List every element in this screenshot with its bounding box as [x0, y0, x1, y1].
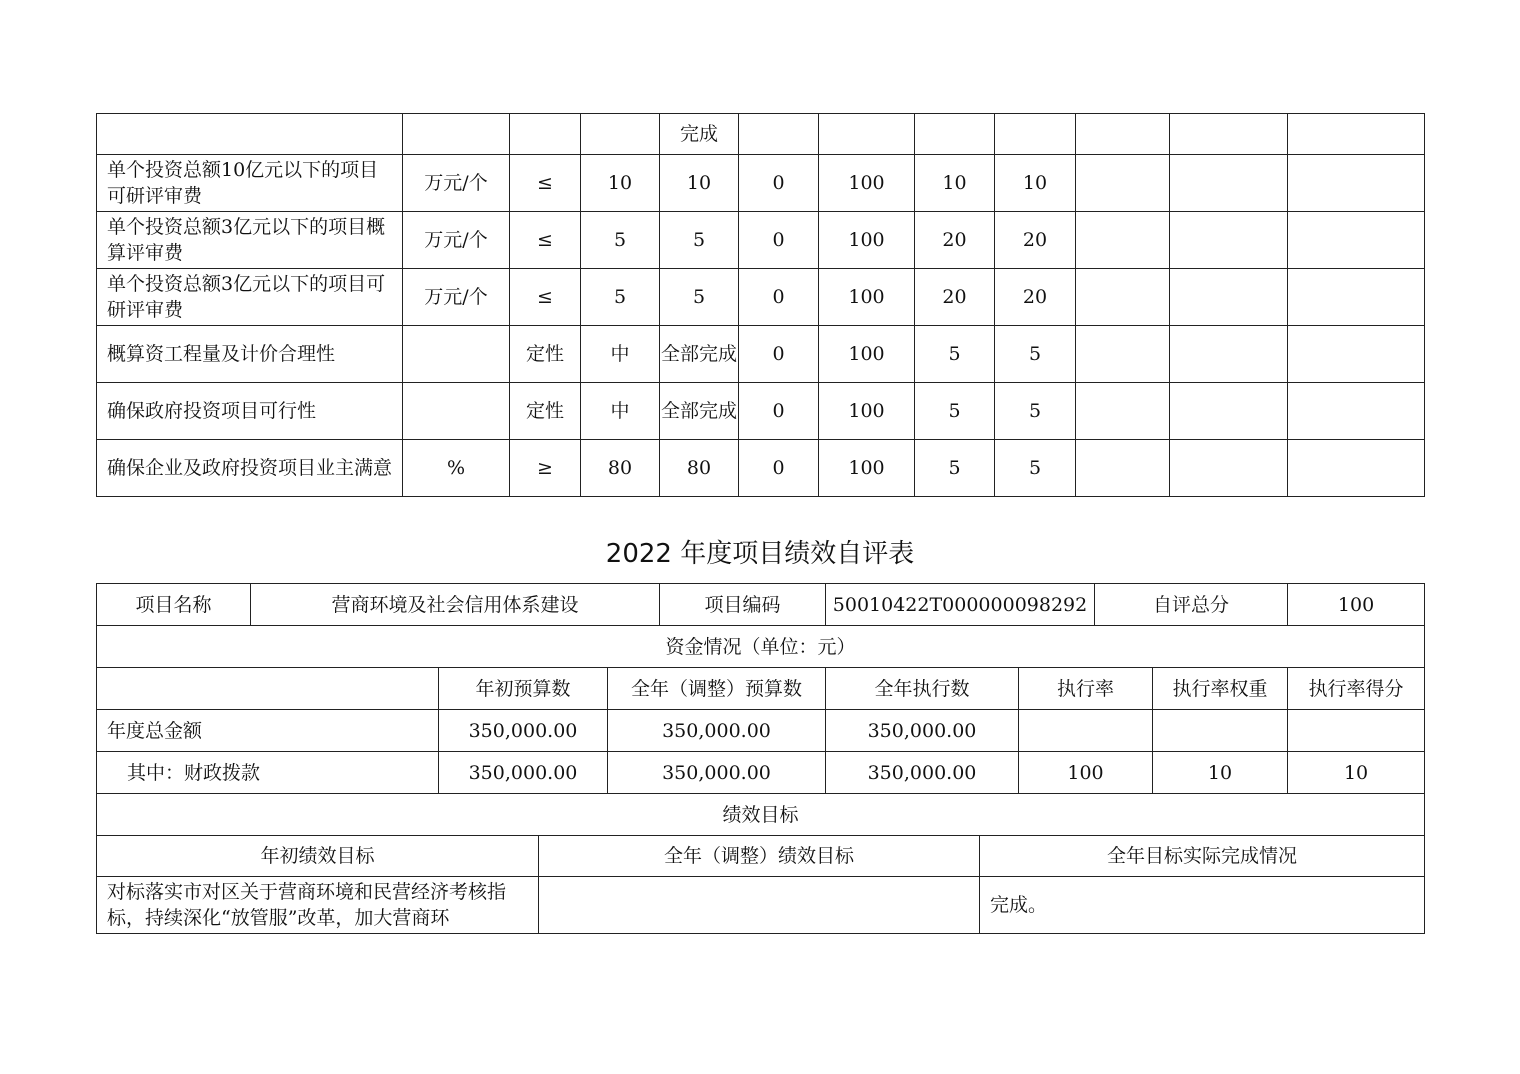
indicator-name-cell: 确保政府投资项目可行性 — [97, 383, 403, 440]
table-cell: 10 — [660, 155, 739, 212]
table-cell: 完成 — [660, 114, 739, 155]
goal-header-initial: 年初绩效目标 — [97, 836, 539, 877]
table-cell — [510, 114, 581, 155]
table-cell — [915, 114, 995, 155]
goal-header-adjusted: 全年（调整）绩效目标 — [539, 836, 980, 877]
goals-table — [96, 835, 1425, 934]
fiscal-initial: 350,000.00 — [439, 752, 608, 794]
table-cell: 5 — [995, 440, 1076, 497]
table-cell: 100 — [819, 269, 915, 326]
project-code-label: 项目编码 — [660, 584, 826, 626]
table-cell: 100 — [819, 326, 915, 383]
initial-goal-text: 对标落实市对区关于营商环境和民营经济考核指标，持续深化“放管服”改革，加大营商环 — [97, 877, 539, 934]
perf-header: 绩效目标 — [97, 794, 1425, 836]
table-cell — [1170, 383, 1288, 440]
indicator-name-cell: 确保企业及政府投资项目业主满意 — [97, 440, 403, 497]
goal-header-actual: 全年目标实际完成情况 — [980, 836, 1425, 877]
fund-header: 资金情况（单位：元） — [97, 626, 1425, 668]
table-cell: 20 — [995, 269, 1076, 326]
table-cell: 20 — [915, 269, 995, 326]
project-code: 50010422T000000098292 — [826, 584, 1095, 626]
table-cell: 10 — [581, 155, 660, 212]
table-cell — [1076, 440, 1170, 497]
fiscal-weight: 10 — [1153, 752, 1288, 794]
project-name: 营商环境及社会信用体系建设 — [251, 584, 660, 626]
table-cell — [1288, 269, 1425, 326]
table-cell: ≤ — [510, 155, 581, 212]
total-executed: 350,000.00 — [826, 710, 1019, 752]
fiscal-score: 10 — [1288, 752, 1425, 794]
table-cell: 5 — [915, 383, 995, 440]
table-cell — [1170, 326, 1288, 383]
table-cell — [995, 114, 1076, 155]
table-cell: 全部完成 — [660, 326, 739, 383]
table-cell: 5 — [660, 212, 739, 269]
table-cell: 0 — [739, 326, 819, 383]
table-cell — [1288, 383, 1425, 440]
actual-completion-text: 完成。 — [980, 877, 1425, 934]
score-label: 自评总分 — [1095, 584, 1288, 626]
total-label: 年度总金额 — [97, 710, 439, 752]
adjusted-goal-text — [539, 877, 980, 934]
table-cell: 定性 — [510, 383, 581, 440]
table-cell: 0 — [739, 212, 819, 269]
table-cell: 80 — [581, 440, 660, 497]
table-cell — [1076, 155, 1170, 212]
table-cell — [1170, 114, 1288, 155]
table-cell — [1288, 440, 1425, 497]
table-row — [97, 269, 1425, 326]
table-cell: 5 — [660, 269, 739, 326]
table-cell: 5 — [581, 269, 660, 326]
page-title: 2022 年度项目绩效自评表 — [605, 539, 915, 569]
table-cell — [1288, 326, 1425, 383]
col-header-adjusted-budget: 全年（调整）预算数 — [608, 668, 826, 710]
col-header-rate-weight: 执行率权重 — [1153, 668, 1288, 710]
blank-cell — [97, 668, 439, 710]
table-cell: ≤ — [510, 212, 581, 269]
table-cell — [739, 114, 819, 155]
fiscal-label: 其中：财政拨款 — [97, 752, 439, 794]
table-cell — [1076, 212, 1170, 269]
table-cell — [1288, 114, 1425, 155]
table-cell — [1076, 326, 1170, 383]
total-score — [1288, 710, 1425, 752]
table-row — [97, 326, 1425, 383]
table-cell — [1076, 383, 1170, 440]
table-cell: % — [403, 440, 510, 497]
table-row — [97, 212, 1425, 269]
table-cell — [1170, 155, 1288, 212]
indicator-name-cell: 概算资工程量及计价合理性 — [97, 326, 403, 383]
table-cell: ≥ — [510, 440, 581, 497]
indicator-table — [96, 113, 1425, 497]
table-cell — [403, 326, 510, 383]
table-cell: 5 — [995, 326, 1076, 383]
total-rate — [1019, 710, 1153, 752]
table-row — [97, 155, 1425, 212]
col-header-rate-score: 执行率得分 — [1288, 668, 1425, 710]
table-cell: 0 — [739, 155, 819, 212]
col-header-executed: 全年执行数 — [826, 668, 1019, 710]
table-row — [97, 114, 1425, 155]
table-cell — [1170, 212, 1288, 269]
table-cell: 全部完成 — [660, 383, 739, 440]
indicator-name-cell: 单个投资总额3亿元以下的项目概算评审费 — [97, 212, 403, 269]
table-cell: 5 — [995, 383, 1076, 440]
table-cell: 80 — [660, 440, 739, 497]
fiscal-rate: 100 — [1019, 752, 1153, 794]
score-value: 100 — [1288, 584, 1425, 626]
table-cell: 万元/个 — [403, 212, 510, 269]
col-header-exec-rate: 执行率 — [1019, 668, 1153, 710]
table-row — [97, 383, 1425, 440]
fiscal-adjusted: 350,000.00 — [608, 752, 826, 794]
table-cell: 万元/个 — [403, 269, 510, 326]
table-cell — [1076, 269, 1170, 326]
table-cell: ≤ — [510, 269, 581, 326]
table-cell: 100 — [819, 383, 915, 440]
table-cell: 100 — [819, 440, 915, 497]
table-cell: 0 — [739, 269, 819, 326]
total-weight — [1153, 710, 1288, 752]
fiscal-executed: 350,000.00 — [826, 752, 1019, 794]
project-name-label: 项目名称 — [97, 584, 251, 626]
table-cell: 20 — [915, 212, 995, 269]
table-cell: 100 — [819, 155, 915, 212]
table-cell — [403, 383, 510, 440]
total-adjusted: 350,000.00 — [608, 710, 826, 752]
table-cell: 0 — [739, 383, 819, 440]
table-cell — [819, 114, 915, 155]
table-cell — [1288, 155, 1425, 212]
table-cell — [1170, 269, 1288, 326]
table-cell — [581, 114, 660, 155]
total-initial: 350,000.00 — [439, 710, 608, 752]
table-cell: 5 — [581, 212, 660, 269]
self-evaluation-table — [96, 583, 1425, 836]
indicator-name-cell: 单个投资总额3亿元以下的项目可研评审费 — [97, 269, 403, 326]
indicator-name-cell — [97, 114, 403, 155]
table-cell: 100 — [819, 212, 915, 269]
table-cell: 定性 — [510, 326, 581, 383]
indicator-name-cell: 单个投资总额10亿元以下的项目可研评审费 — [97, 155, 403, 212]
table-cell: 5 — [915, 440, 995, 497]
table-cell: 5 — [915, 326, 995, 383]
table-cell: 20 — [995, 212, 1076, 269]
table-cell: 中 — [581, 326, 660, 383]
table-cell — [1170, 440, 1288, 497]
col-header-initial-budget: 年初预算数 — [439, 668, 608, 710]
table-cell: 10 — [995, 155, 1076, 212]
table-cell: 万元/个 — [403, 155, 510, 212]
table-cell — [1288, 212, 1425, 269]
table-cell — [1076, 114, 1170, 155]
table-cell: 中 — [581, 383, 660, 440]
table-cell — [403, 114, 510, 155]
table-cell: 10 — [915, 155, 995, 212]
table-cell: 0 — [739, 440, 819, 497]
table-row — [97, 440, 1425, 497]
